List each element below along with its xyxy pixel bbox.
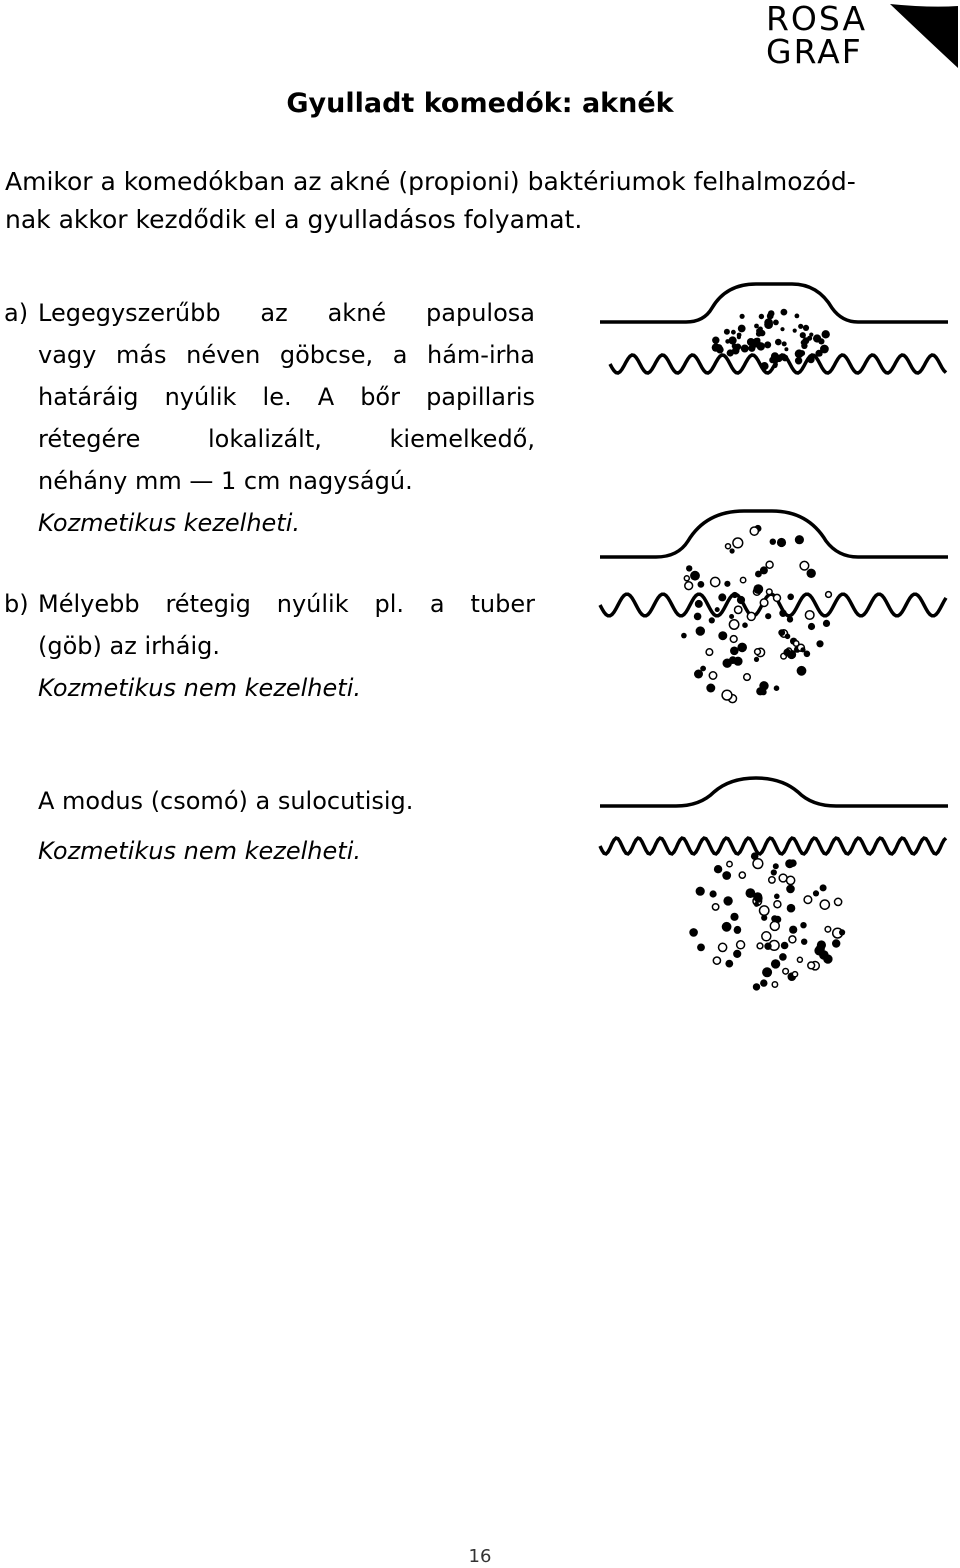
tuber-diagram <box>596 505 956 715</box>
inflammation-dot <box>769 877 775 883</box>
inflammation-dot <box>800 561 809 570</box>
inflammation-dot <box>780 327 784 331</box>
inflammation-dot <box>792 972 797 977</box>
inflammation-dot <box>773 320 779 326</box>
inflammation-dot <box>809 333 813 337</box>
inflammation-dot <box>781 942 789 950</box>
inflammation-dot <box>813 890 819 896</box>
inflammation-dot <box>774 894 780 900</box>
inflammation-dot <box>787 616 793 622</box>
inflammation-dot <box>773 364 778 369</box>
inflammation-dot <box>730 548 735 553</box>
logo-line-1: ROSA <box>766 0 868 38</box>
inflammation-dot <box>714 865 722 873</box>
inflammation-dot <box>771 869 777 875</box>
inflammation-dot <box>822 330 830 338</box>
intro-paragraph <box>5 163 945 239</box>
inflammation-dot <box>835 898 842 905</box>
inflammation-dot <box>778 629 785 636</box>
inflammation-dot <box>735 606 742 613</box>
section-b-marker: b) <box>4 590 29 618</box>
inflammation-dot <box>804 896 812 904</box>
inflammation-dot <box>731 330 736 335</box>
inflammation-dot <box>808 962 815 969</box>
inflammation-dot <box>777 538 786 547</box>
inflammation-dot <box>706 684 715 693</box>
inflammation-dot <box>779 953 787 961</box>
inflammation-dot <box>760 906 769 915</box>
inflammation-dot <box>781 309 788 316</box>
inflammation-dot <box>782 355 789 362</box>
inflammation-dot <box>767 589 773 595</box>
section-c-line: A modus (csomó) a sulocutisig. <box>38 787 414 815</box>
inflammation-dot <box>783 969 789 975</box>
inflammation-dot <box>785 634 791 640</box>
inflammation-dot <box>734 927 741 934</box>
inflammation-dot <box>816 944 825 953</box>
inflammation-dot <box>762 967 772 977</box>
inflammation-dot <box>716 346 724 354</box>
inflammation-dot <box>729 336 737 344</box>
section-a-note: Kozmetikus kezelheti. <box>38 509 301 537</box>
inflammation-dot <box>712 337 719 344</box>
inflammation-dot <box>732 347 740 355</box>
inflammation-dot <box>803 325 809 331</box>
inflammation-dot <box>774 685 780 691</box>
intro-line: Amikor a komedókban az akné (propioni) baktériumok felhalmozód- <box>5 167 856 196</box>
inflammation-dot <box>700 666 706 672</box>
inflammation-dot <box>793 329 797 333</box>
inflammation-dot <box>706 649 713 656</box>
inflammation-dot <box>784 347 788 351</box>
inflammation-dot <box>753 983 760 990</box>
inflammation-dot <box>727 861 732 866</box>
section-a-line: határáig nyúlik le. A bőr papillaris <box>38 383 535 411</box>
inflammation-dot <box>759 314 764 319</box>
inflammation-dot <box>764 943 771 950</box>
inflammation-dot <box>722 922 732 932</box>
section-b-text <box>38 583 535 709</box>
inflammation-dot <box>779 610 786 617</box>
inflammation-dot <box>696 626 705 635</box>
inflammation-dot <box>775 339 782 346</box>
inflammation-dot <box>726 544 731 549</box>
inflammation-dot <box>748 345 755 352</box>
inflammation-dot <box>681 633 687 639</box>
inflammation-dot <box>774 901 781 908</box>
inflammation-dot <box>762 932 771 941</box>
inflammation-dot <box>754 657 759 662</box>
inflammation-dot <box>774 916 781 923</box>
inflammation-dot <box>686 565 692 571</box>
inflammation-dot <box>711 577 720 586</box>
inflammation-dot <box>789 936 796 943</box>
inflammation-dot <box>730 636 737 643</box>
inflammation-dot <box>754 902 759 907</box>
inflammation-dot <box>739 872 745 878</box>
inflammation-dot <box>755 571 762 578</box>
inflammation-dot <box>789 926 797 934</box>
inflammation-dot <box>747 612 755 620</box>
inflammation-dot <box>746 888 756 898</box>
inflammation-dot <box>801 343 807 349</box>
inflammation-dot <box>740 314 745 319</box>
inflammation-dot <box>715 607 720 612</box>
inflammation-dot <box>808 623 815 630</box>
inflammation-dot <box>694 613 702 621</box>
inflammation-dot <box>804 651 811 658</box>
inflammation-dot <box>737 596 745 604</box>
inflammation-dot <box>723 896 732 905</box>
inflammation-dot <box>768 310 775 317</box>
inflammation-dot <box>807 356 814 363</box>
logo-wordmark <box>766 0 868 71</box>
section-a-line: Legegyszerűbb az akné papulosa <box>38 299 535 327</box>
inflammation-dot <box>697 944 705 952</box>
inflammation-dot <box>816 640 823 647</box>
inflammation-dot <box>690 571 700 581</box>
inflammation-dot <box>753 859 763 869</box>
inflammation-dot <box>737 941 745 949</box>
section-b-line: (göb) az irháig. <box>38 632 221 660</box>
inflammation-dot <box>758 327 763 332</box>
inflammation-dot <box>696 887 705 896</box>
inflammation-dot <box>722 871 731 880</box>
inflammation-dot <box>719 943 727 951</box>
inflammation-dot <box>733 538 743 548</box>
inflammation-dot <box>757 943 763 949</box>
section-c-note: Kozmetikus nem kezelheti. <box>38 837 361 865</box>
inflammation-dot <box>795 535 804 544</box>
inflammation-dot <box>783 649 791 657</box>
nodule-diagram <box>596 772 956 997</box>
logo-line-2: GRAF <box>766 32 863 71</box>
inflammation-dot <box>755 649 761 655</box>
inflammation-dot <box>684 576 689 581</box>
inflammation-dot <box>805 611 814 620</box>
section-a-marker: a) <box>4 299 29 327</box>
inflammation-dot <box>832 939 840 947</box>
inflammation-dot <box>820 900 829 909</box>
section-b-line: Mélyebb rétegig nyúlik pl. a tuber <box>38 590 535 618</box>
inflammation-dot <box>744 674 751 681</box>
inflammation-dot <box>795 357 802 364</box>
inflammation-dot <box>798 324 803 329</box>
inflammation-dot <box>698 581 705 588</box>
inflammation-dot <box>760 599 768 607</box>
inflammation-dot <box>709 672 716 679</box>
inflammation-dot <box>795 314 800 319</box>
inflammation-dot <box>737 335 741 339</box>
inflammation-dot <box>709 617 715 623</box>
inflammation-dot <box>733 950 741 958</box>
inflammation-dot <box>816 336 821 341</box>
inflammation-dot <box>807 569 816 578</box>
inflammation-dot <box>826 592 832 598</box>
inflammation-dot <box>770 539 776 545</box>
inflammation-dot <box>797 957 802 962</box>
page-number: 16 <box>468 1546 492 1567</box>
inflammation-dot <box>754 894 763 903</box>
inflammation-dot <box>724 329 730 335</box>
inflammation-dot <box>774 594 781 601</box>
inflammation-dot <box>733 657 742 666</box>
rosa-graf-logo <box>760 2 960 70</box>
inflammation-dot <box>801 939 807 945</box>
inflammation-dot <box>773 863 779 869</box>
inflammation-dot <box>787 594 794 601</box>
inflammation-dot <box>799 350 805 356</box>
inflammation-dot <box>685 582 693 590</box>
section-a-line: rétegére lokalizált, kiemelkedő, <box>38 425 535 453</box>
inflammation-dot <box>738 325 746 333</box>
inflammation-dot <box>839 929 845 935</box>
section-a-line: néhány mm — 1 cm nagyságú. <box>38 467 413 495</box>
inflammation-dot <box>725 960 733 968</box>
section-a-text <box>38 292 535 544</box>
inflammation-dot <box>800 922 806 928</box>
inflammation-dot <box>724 581 730 587</box>
page-title: Gyulladt komedók: aknék <box>286 88 674 119</box>
papule-diagram <box>596 280 956 390</box>
inflammation-dot <box>713 957 720 964</box>
inflammation-dot <box>756 331 762 337</box>
inflammation-dot <box>787 904 796 913</box>
logo-corner-triangle-icon <box>860 2 960 70</box>
inflammation-dot <box>797 666 807 676</box>
inflammation-dot <box>753 584 763 594</box>
inflammation-dot <box>771 352 779 360</box>
inflammation-dot <box>732 592 738 598</box>
inflammation-dot <box>742 622 748 628</box>
inflammation-dot <box>766 561 773 568</box>
inflammation-dot <box>751 852 759 860</box>
inflammation-dot <box>750 527 758 535</box>
inflammation-dot <box>737 643 747 653</box>
inflammation-dot <box>825 927 831 933</box>
inflammation-dot <box>771 959 780 968</box>
intro-line: nak akkor kezdődik el a gyulladásos folyamat. <box>5 205 583 234</box>
section-a-line: vagy más néven göbcse, a hám-irha <box>38 341 535 369</box>
inflammation-dot <box>689 928 698 937</box>
inflammation-dot <box>722 690 732 700</box>
inflammation-dot <box>754 324 759 329</box>
inflammation-dot <box>729 614 734 619</box>
inflammation-dot <box>800 332 806 338</box>
inflammation-dot <box>718 631 727 640</box>
inflammation-dot <box>764 318 773 327</box>
inflammation-dot <box>760 362 768 370</box>
inflammation-dot <box>782 341 787 346</box>
inflammation-dot <box>718 593 726 601</box>
inflammation-dot <box>787 876 795 884</box>
inflammation-dot <box>740 577 745 582</box>
inflammation-dots <box>689 852 845 990</box>
inflammation-dot <box>823 620 830 627</box>
inflammation-dot <box>710 890 717 897</box>
inflammation-dot <box>786 885 795 894</box>
inflammation-dot <box>817 351 822 356</box>
inflammation-dot <box>730 913 738 921</box>
inflammation-dot <box>820 884 827 891</box>
inflammation-dot <box>789 861 795 867</box>
inflammation-dot <box>712 904 718 910</box>
inflammation-dot <box>756 687 764 695</box>
inflammation-dot <box>764 341 771 348</box>
inflammation-dot <box>760 979 767 986</box>
inflammation-dot <box>823 954 832 963</box>
section-b-note: Kozmetikus nem kezelheti. <box>38 674 361 702</box>
inflammation-dot <box>695 600 703 608</box>
inflammation-dot <box>772 982 777 987</box>
inflammation-dot <box>741 345 749 353</box>
inflammation-dot <box>729 620 738 629</box>
inflammation-dot <box>765 613 771 619</box>
inflammation-dot <box>730 647 739 656</box>
